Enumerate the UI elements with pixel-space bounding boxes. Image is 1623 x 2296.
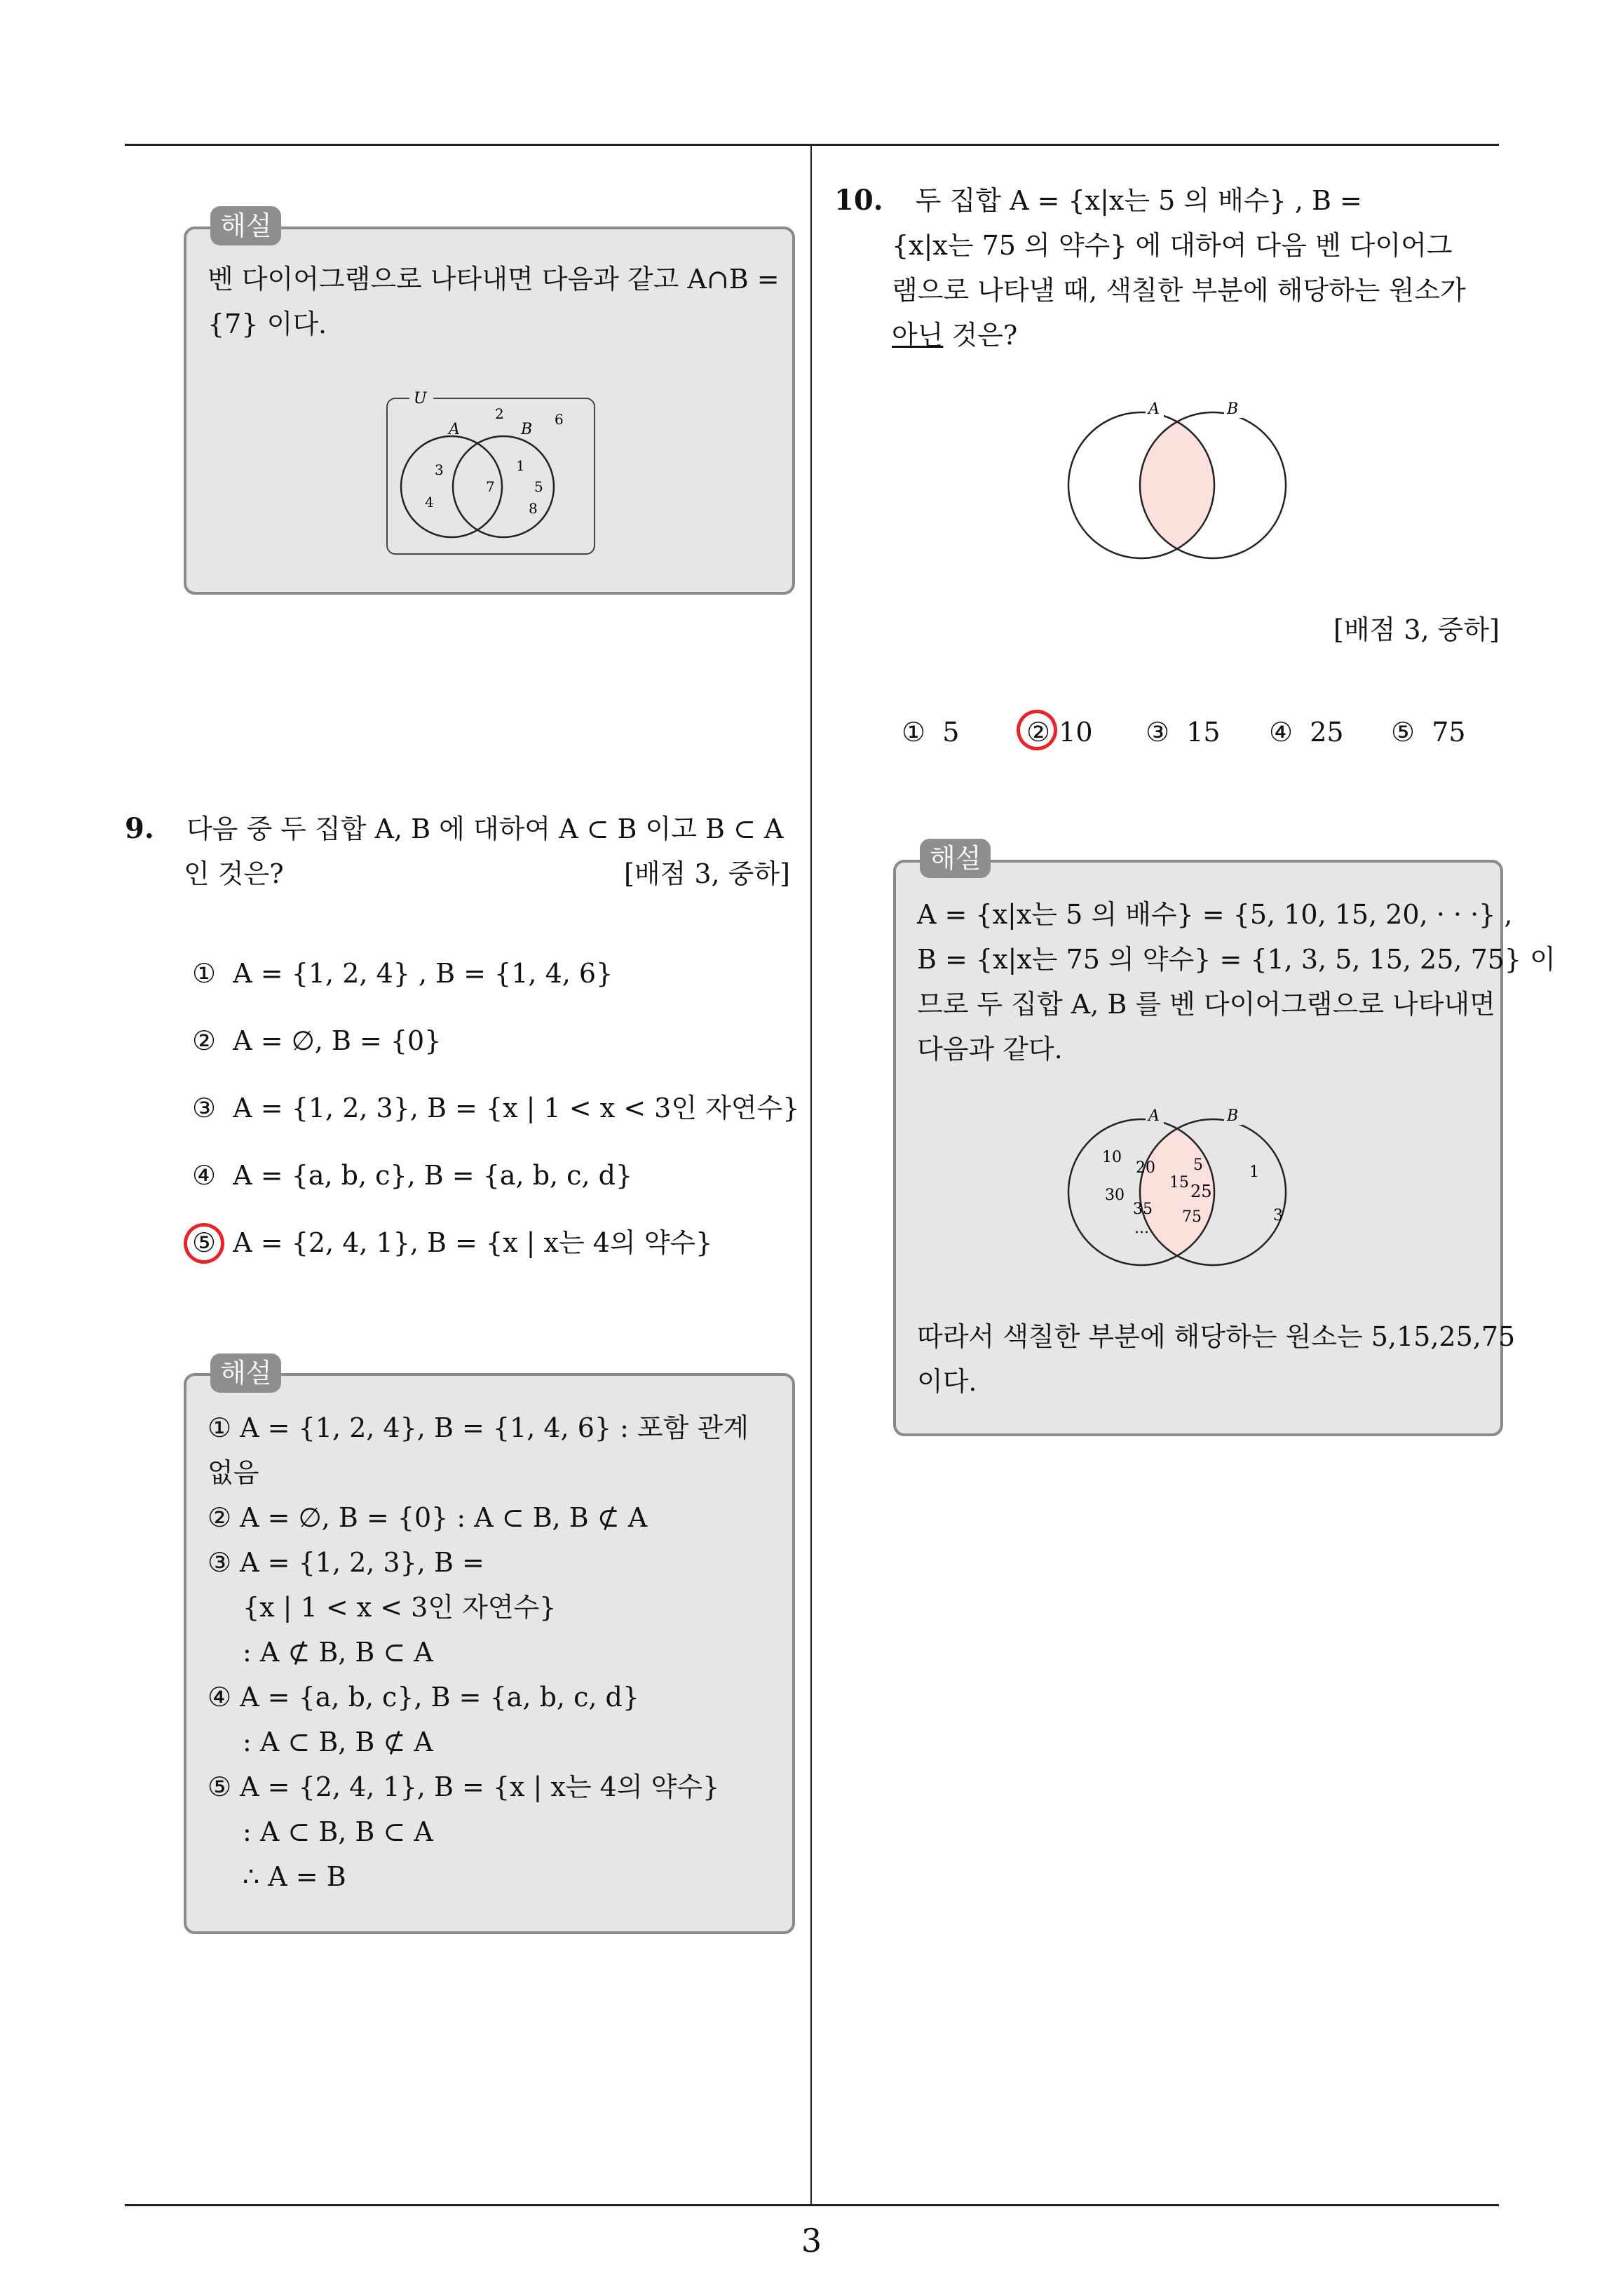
question-9-line1: 다음 중 두 집합 A, B 에 대하여 A ⊂ B 이고 B ⊂ A	[186, 813, 784, 844]
venn-q10s-b-only-1: 1	[1249, 1163, 1259, 1181]
solution-tag-q9: 해설	[210, 1353, 281, 1393]
venn-diagram-q8	[379, 377, 603, 560]
question-10-stem	[834, 178, 1362, 223]
solution-q9-line5: {x | 1 < x < 3인 자연수}	[243, 1592, 557, 1623]
venn-q10s-a-only-3: 30	[1105, 1187, 1125, 1204]
q10-option-3[interactable]	[1146, 710, 1221, 755]
q10-option-4-mark: ④	[1269, 717, 1293, 748]
q10-option-4[interactable]	[1269, 710, 1344, 755]
venn-q10-a-label: A	[1148, 400, 1160, 418]
question-10-underlined-word: 아닌	[892, 320, 944, 351]
solution-q9-line2: 없음	[208, 1457, 259, 1488]
question-10-line2: {x|x는 75 의 약수} 에 대하여 다음 벤 다이어그	[892, 230, 1453, 261]
q10-option-1-text: 5	[942, 717, 960, 748]
q9-option-4-mark: ④	[192, 1160, 217, 1191]
solution-q9-line1: ① A = {1, 2, 4}, B = {1, 4, 6} : 포함 관계	[208, 1412, 749, 1443]
solution-q9-line10: : A ⊂ B, B ⊂ A	[243, 1816, 433, 1847]
venn-q10s-both-4: 75	[1182, 1208, 1202, 1226]
venn-q8-outside-2: 6	[555, 411, 564, 428]
venn-diagram-q10-solution	[1066, 1100, 1332, 1282]
venn-q8-outside-1: 2	[495, 405, 504, 422]
venn-q8-b-label: B	[521, 421, 533, 438]
solution-q10-line2: B = {x|x는 75 의 약수} = {1, 3, 5, 15, 25, 75} 이	[917, 944, 1556, 975]
q9-option-4-text: A = {a, b, c}, B = {a, b, c, d}	[233, 1160, 633, 1191]
question-9-stem	[125, 806, 783, 851]
q9-option-5-text: A = {2, 4, 1}, B = {x | x는 4의 약수}	[233, 1227, 713, 1258]
venn-q10s-both-1: 5	[1193, 1156, 1203, 1174]
venn-q8-a-only-2: 4	[425, 494, 434, 511]
venn-q8-b-only-1: 1	[516, 457, 525, 474]
solution-q9-line9: ⑤ A = {2, 4, 1}, B = {x | x는 4의 약수}	[208, 1771, 720, 1802]
venn-q10s-both-2: 15	[1169, 1174, 1189, 1191]
q10-option-5-mark: ⑤	[1391, 717, 1415, 748]
q9-option-5[interactable]	[192, 1220, 712, 1265]
solution-tag-q8: 해설	[210, 206, 281, 245]
q10-option-2-text: 10	[1059, 717, 1093, 748]
solution-q9-line11: ∴ A = B	[243, 1861, 346, 1892]
footer-rule	[125, 2204, 1499, 2206]
page-number: 3	[801, 2222, 822, 2260]
venn-q10s-a-only-2: 20	[1136, 1159, 1155, 1177]
venn-q8-u-label: U	[414, 390, 427, 407]
venn-q8-b-only-2: 5	[534, 478, 543, 495]
venn-diagram-q10	[1066, 393, 1332, 575]
solution-q9-line7: ④ A = {a, b, c}, B = {a, b, c, d}	[208, 1682, 640, 1713]
q9-option-4[interactable]	[192, 1153, 632, 1198]
q9-option-2[interactable]	[192, 1018, 441, 1063]
q10-option-1-mark: ①	[902, 717, 926, 748]
venn-q10s-b-label: B	[1227, 1107, 1239, 1125]
venn-q10s-a-only-5: ...	[1134, 1220, 1149, 1237]
solution-q9-line3: ② A = ∅, B = {0} : A ⊂ B, B ⊄ A	[208, 1502, 648, 1533]
question-9-number: 9.	[125, 812, 154, 845]
solution-q10-line1: A = {x|x는 5 의 배수} = {5, 10, 15, 20, · · ·} ,	[917, 899, 1513, 930]
venn-q10s-b-only-2: 3	[1273, 1207, 1283, 1224]
q10-option-4-text: 25	[1310, 717, 1344, 748]
q9-option-3-text: A = {1, 2, 3}, B = {x | 1 < x < 3인 자연수}	[233, 1093, 800, 1123]
solution-q10-line6: 이다.	[917, 1366, 977, 1397]
q10-option-2-mark: ②	[1026, 717, 1051, 748]
column-divider	[810, 144, 812, 2206]
question-10-line3: 램으로 나타낼 때, 색칠한 부분에 해당하는 원소가	[892, 275, 1466, 306]
q9-option-3[interactable]	[192, 1086, 799, 1130]
q9-option-5-mark: ⑤	[192, 1227, 217, 1258]
solution-q9-line4: ③ A = {1, 2, 3}, B =	[208, 1547, 484, 1578]
header-rule	[125, 144, 1499, 146]
question-10-score: [배점 3, 중하]	[1333, 614, 1500, 645]
question-10-line4	[892, 313, 1017, 358]
venn-q10s-a-label: A	[1148, 1107, 1160, 1125]
q9-option-1[interactable]	[192, 951, 613, 996]
q10-option-3-mark: ③	[1146, 717, 1170, 748]
question-10-line4-rest: 것은?	[943, 320, 1018, 351]
solution-q8-line1: 벤 다이어그램으로 나타내면 다음과 같고 A∩B =	[208, 264, 780, 295]
solution-q9-line6: : A ⊄ B, B ⊂ A	[243, 1637, 433, 1668]
solution-q10-line3: 므로 두 집합 A, B 를 벤 다이어그램으로 나타내면	[917, 989, 1495, 1020]
q10-option-5[interactable]	[1391, 710, 1466, 755]
question-10-line1: 두 집합 A = {x|x는 5 의 배수} , B =	[915, 185, 1362, 216]
solution-q9-line8: : A ⊂ B, B ⊄ A	[243, 1727, 433, 1757]
venn-q10s-a-only-1: 10	[1102, 1149, 1122, 1166]
venn-q10-b-label: B	[1227, 400, 1239, 418]
solution-q10-line4: 다음과 같다.	[917, 1034, 1063, 1065]
solution-tag-q10: 해설	[920, 839, 991, 878]
q10-option-3-text: 15	[1186, 717, 1221, 748]
venn-q8-a-only-1: 3	[435, 461, 444, 478]
q10-option-5-text: 75	[1432, 717, 1466, 748]
q9-option-2-text: A = ∅, B = {0}	[233, 1025, 442, 1056]
q9-option-1-text: A = {1, 2, 4} , B = {1, 4, 6}	[233, 958, 613, 989]
solution-q10-line5: 따라서 색칠한 부분에 해당하는 원소는 5,15,25,75	[917, 1321, 1516, 1352]
q10-option-1[interactable]	[902, 710, 959, 755]
question-9-score: [배점 3, 중하]	[624, 858, 790, 889]
question-9-line2: 인 것은?	[184, 858, 284, 889]
venn-q10s-both-3: 25	[1190, 1182, 1212, 1201]
venn-q10s-a-only-4: 35	[1133, 1201, 1153, 1218]
venn-q8-both-1: 7	[486, 478, 495, 495]
question-10-number: 10.	[834, 184, 883, 217]
q9-option-1-mark: ①	[192, 958, 217, 989]
venn-q8-a-label: A	[449, 421, 460, 438]
solution-q8-line2: {7} 이다.	[208, 309, 327, 339]
q9-option-2-mark: ②	[192, 1025, 217, 1056]
venn-q8-b-only-3: 8	[529, 500, 538, 517]
q9-option-3-mark: ③	[192, 1093, 217, 1123]
